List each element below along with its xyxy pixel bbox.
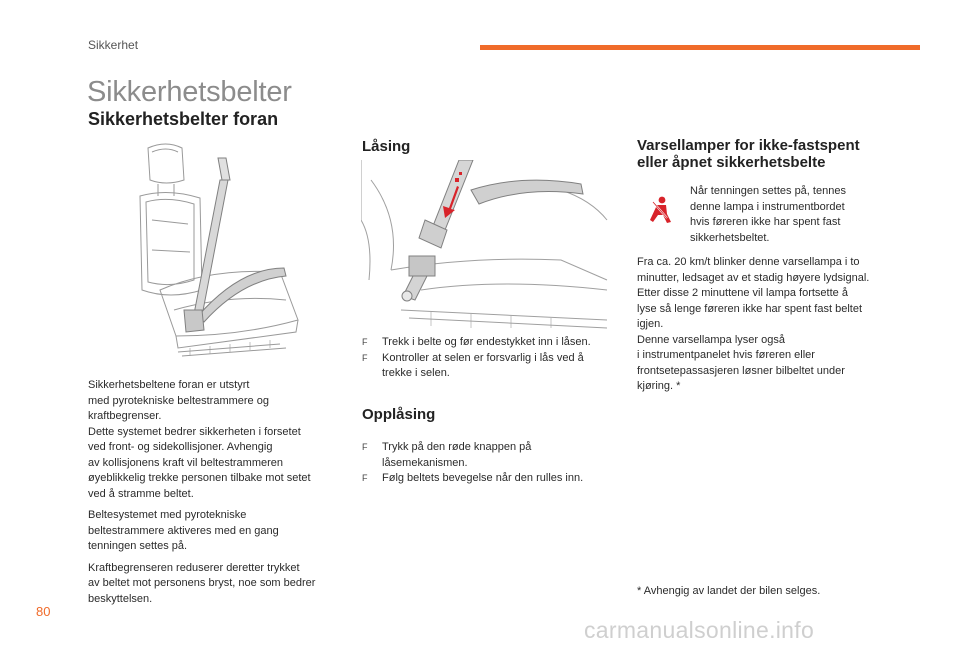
belt-buckle-illustration [361,160,609,330]
bullet-marker: F [362,337,368,347]
pretensioner-paragraph: Sikkerhetsbeltene foran er utstyrt med pyrotekniske beltestrammere og kraftbegrenser. Dette systemet bedrer sikkerheten i forsetet ved front- og sidekollisjoner. Avhengig av kollisjonens kraft vil beltestrammeren øyeblikkelig trekke personen tilbake mot setet ved å stramme beltet. [88,379,311,500]
list-item [362,335,614,351]
footnote: * Avhengig av landet der bilen selges. [637,585,821,597]
front-seat-illustration [130,140,300,360]
unlocking-heading: Opplåsing [362,406,436,423]
force-limiter-paragraph: Kraftbegrenseren reduserer deretter trykket av beltet mot personens bryst, noe som bedrer beskyttelsen. [88,561,316,605]
watermark-text: carmanualsonline.info [584,617,815,643]
warning-heading: Varsellamper for ikke-fastspent eller åpnet sikkerhetsbelte [637,137,860,171]
page-number: 80 [36,604,51,619]
unlocking-list [362,440,614,487]
list-item [362,351,614,382]
header-accent-bar [480,45,920,50]
section-subtitle: Sikkerhetsbelter foran [88,109,279,129]
locking-heading: Låsing [362,138,411,155]
bullet-marker: F [362,442,368,452]
list-item [362,471,614,487]
list-item [362,440,614,471]
left-text-column [88,378,344,607]
warning-icon-description: Når tenningen settes på, tennes denne lampa i instrumentbordet hvis føreren ikke har spent fast sikkerhetsbeltet. [690,185,846,244]
warning-body: Fra ca. 20 km/t blinker denne varsellampa i to minutter, ledsaget av et stadig høyere lydsignal. Etter disse 2 minuttene vil lampa fortsette å lyse så lenge føreren ikke har spent fast beltet igjen. Denne varsellampa lyser også i instrumentpanelet hvis føreren eller frontsetepassasjeren løsner bilbeltet under kjøring. * [637,256,870,392]
seatbelt-warning-icon [647,196,673,224]
section-label: Sikkerhet [88,38,139,52]
bullet-marker: F [362,473,368,483]
list-item-text: Følg beltets bevegelse når den rulles inn. [382,472,584,484]
list-item-text: Trykk på den røde knappen på låsemekanismen. [382,441,532,469]
list-item-text: Kontroller at selen er forsvarlig i lås ved å trekke i selen. [382,351,584,379]
activation-paragraph: Beltesystemet med pyrotekniske beltestrammere aktiveres med en gang tenningen settes på. [88,509,279,552]
bullet-marker: F [362,352,368,363]
locking-list [362,335,614,382]
page-title: Sikkerhetsbelter [87,76,292,108]
list-item-text: Trekk i belte og før endestykket inn i låsen. [382,336,591,348]
